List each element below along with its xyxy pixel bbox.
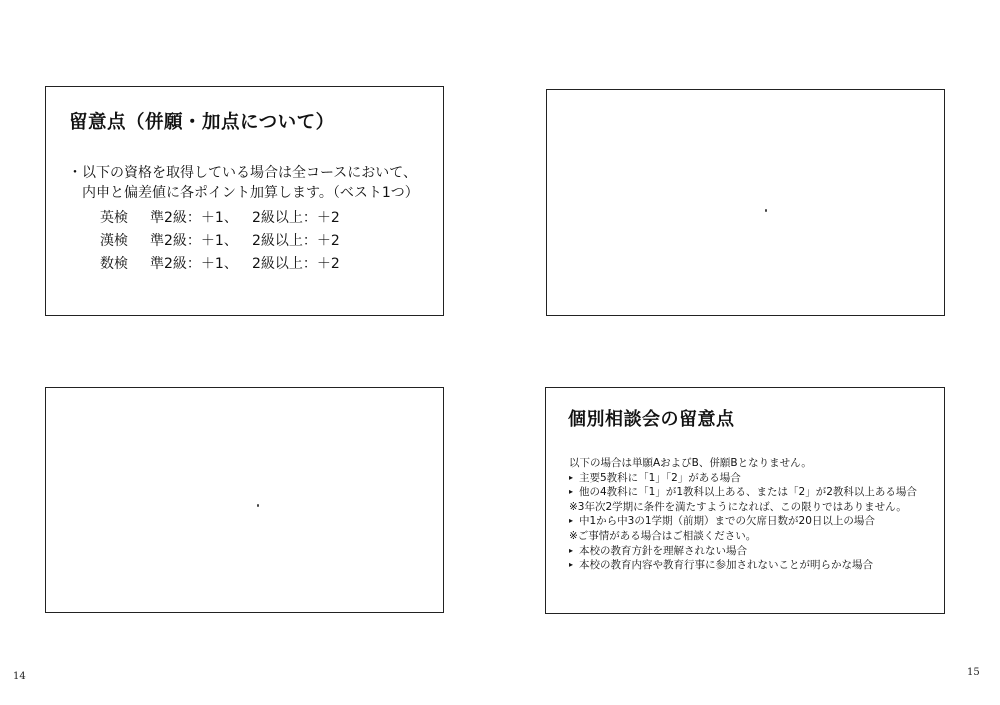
table-row	[100, 207, 352, 230]
blank-slide	[45, 387, 444, 613]
grade2-points: 2級以上：＋2	[252, 233, 340, 249]
table-row	[100, 230, 352, 253]
page-number-right: 15	[967, 667, 980, 678]
intro-line: 内申と偏差値に各ポイント加算します。（ベスト1つ）	[82, 185, 419, 201]
notes-intro: 以下の場合は単願AおよびB、併願Bとなりません。	[569, 457, 812, 469]
list-item: ▸ 本校の教育内容や教育行事に参加されないことが明らかな場合	[569, 558, 917, 573]
list-item: ▸ 本校の教育方針を理解されない場合	[569, 544, 917, 559]
scan-speck	[765, 209, 767, 212]
pre2-points: 準2級：＋1、	[150, 233, 238, 249]
remark-line: ※ご事情がある場合はご相談ください。	[569, 529, 757, 542]
qualification-name: 数検	[100, 256, 128, 272]
qualification-name: 漢検	[100, 233, 128, 249]
blank-slide	[546, 89, 945, 316]
slide-title: 個別相談会の留意点	[568, 409, 735, 430]
list-item: ▸ 主要5教科に「1」「2」がある場合	[569, 471, 917, 486]
grade2-points: 2級以上：＋2	[252, 256, 340, 272]
slide-additional-points	[45, 86, 444, 316]
scan-speck	[257, 504, 259, 507]
table-row	[100, 253, 352, 276]
intro-line: ・以下の資格を取得している場合は全コースにおいて、	[68, 165, 418, 181]
qualification-points-table	[100, 207, 352, 276]
consultation-notes-list	[569, 456, 917, 573]
slide-title: 留意点（併願・加点について）	[69, 112, 335, 133]
pre2-points: 準2級：＋1、	[150, 256, 238, 272]
list-item: ▸ 中1から中3の1学期（前期）までの欠席日数が20日以上の場合	[569, 514, 917, 529]
qualification-intro	[68, 163, 419, 203]
slide-consultation-notes	[545, 387, 945, 614]
pre2-points: 準2級：＋1、	[150, 210, 238, 226]
qualification-name: 英検	[100, 210, 128, 226]
page-number-left: 14	[13, 671, 26, 682]
grade2-points: 2級以上：＋2	[252, 210, 340, 226]
remark-line: ※3年次2学期に条件を満たすようになれば、この限りではありません。	[569, 500, 907, 513]
list-item: ▸ 他の4教科に「1」が1教科以上ある、または「2」が2教科以上ある場合	[569, 485, 917, 500]
